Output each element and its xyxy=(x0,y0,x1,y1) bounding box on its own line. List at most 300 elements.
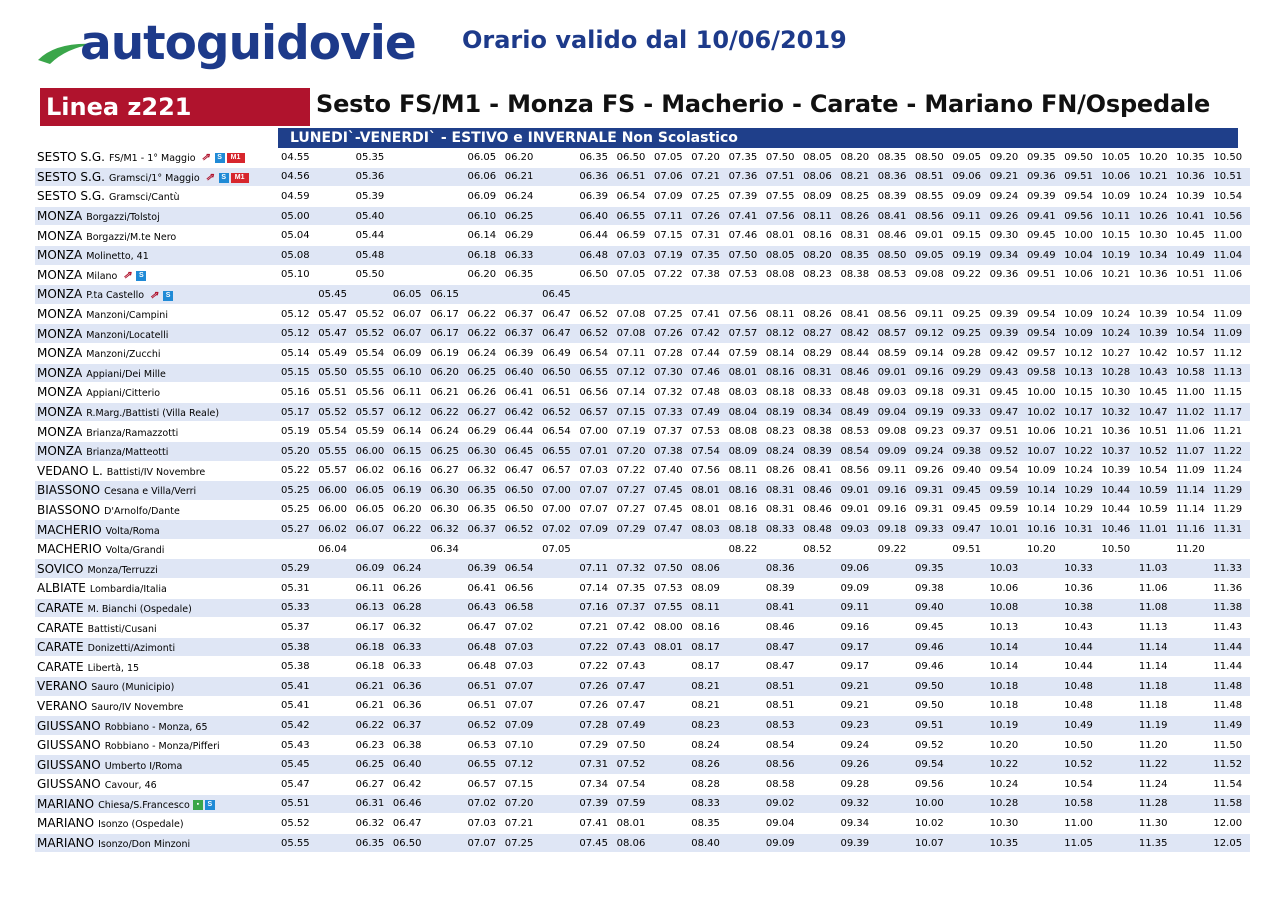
departure-time: 08.03 xyxy=(690,520,727,540)
departure-time: 09.03 xyxy=(839,520,876,540)
departure-time: 11.00 xyxy=(1063,814,1100,834)
departure-time: 10.38 xyxy=(1063,598,1100,618)
departure-time: 09.54 xyxy=(1026,324,1063,344)
departure-time: 08.18 xyxy=(728,520,765,540)
departure-time: 06.24 xyxy=(466,343,503,363)
departure-time: 11.30 xyxy=(1138,814,1175,834)
departure-time: 09.39 xyxy=(989,324,1026,344)
departure-time xyxy=(1101,618,1138,638)
departure-time: 09.31 xyxy=(914,481,951,501)
connection-icons xyxy=(147,290,175,302)
departure-time: 05.17 xyxy=(280,402,317,422)
departure-time: 11.06 xyxy=(1212,265,1249,285)
departure-time xyxy=(429,755,466,775)
departure-time: 06.27 xyxy=(466,402,503,422)
departure-time: 07.05 xyxy=(653,148,690,167)
departure-time: 05.51 xyxy=(317,383,354,403)
departure-time: 06.50 xyxy=(504,500,541,520)
departure-time xyxy=(1101,559,1138,579)
departure-time xyxy=(541,265,578,285)
departure-time: 05.52 xyxy=(280,814,317,834)
departure-time: 05.50 xyxy=(317,363,354,383)
departure-time xyxy=(578,285,615,305)
departure-time xyxy=(802,755,839,775)
departure-time xyxy=(541,716,578,736)
departure-time xyxy=(1101,794,1138,814)
stop-cell xyxy=(35,304,280,324)
departure-time: 08.38 xyxy=(802,422,839,442)
departure-time: 06.00 xyxy=(317,500,354,520)
departure-time xyxy=(653,814,690,834)
departure-time xyxy=(728,559,765,579)
departure-time: 08.28 xyxy=(690,775,727,795)
departure-time: 11.06 xyxy=(1175,422,1212,442)
timetable-row xyxy=(35,735,1250,755)
departure-time: 10.21 xyxy=(1063,422,1100,442)
departure-time xyxy=(653,833,690,853)
departure-time: 10.35 xyxy=(1175,148,1212,167)
timetable-row xyxy=(35,324,1250,344)
departure-time: 10.54 xyxy=(1138,461,1175,481)
departure-time: 07.29 xyxy=(578,735,615,755)
departure-time: 09.04 xyxy=(877,402,914,422)
departure-time: 11.19 xyxy=(1138,716,1175,736)
departure-time: 08.14 xyxy=(765,343,802,363)
departure-time: 06.29 xyxy=(466,422,503,442)
departure-time: 10.39 xyxy=(1138,304,1175,324)
departure-time xyxy=(429,794,466,814)
departure-time xyxy=(877,285,914,305)
stop-town: MONZA xyxy=(37,424,83,439)
departure-time: 05.36 xyxy=(355,167,392,187)
departure-time: 11.18 xyxy=(1138,677,1175,697)
stop-cell xyxy=(35,206,280,226)
departure-time: 08.36 xyxy=(877,167,914,187)
departure-time: 06.43 xyxy=(466,598,503,618)
departure-time: 08.33 xyxy=(802,383,839,403)
departure-time: 09.08 xyxy=(877,422,914,442)
departure-time: 06.56 xyxy=(504,579,541,599)
departure-time: 10.18 xyxy=(989,677,1026,697)
departure-time: 08.03 xyxy=(728,383,765,403)
departure-time: 09.19 xyxy=(914,402,951,422)
departure-time xyxy=(1175,677,1212,697)
departure-time: 08.01 xyxy=(728,363,765,383)
departure-time: 10.49 xyxy=(1063,716,1100,736)
departure-time: 10.50 xyxy=(1212,148,1249,167)
departure-time: 06.24 xyxy=(504,187,541,207)
departure-time xyxy=(429,167,466,187)
departure-time xyxy=(429,245,466,265)
departure-time xyxy=(504,285,541,305)
departure-time: 11.18 xyxy=(1138,696,1175,716)
stop-street: Robbiano - Monza/Pifferi xyxy=(104,741,220,753)
departure-time: 06.55 xyxy=(541,441,578,461)
connection-icons xyxy=(203,172,251,184)
departure-time: 06.37 xyxy=(466,520,503,540)
stop-cell xyxy=(35,324,280,344)
departure-time: 05.45 xyxy=(317,285,354,305)
timetable-row xyxy=(35,833,1250,853)
departure-time: 09.42 xyxy=(989,343,1026,363)
departure-time: 06.54 xyxy=(578,343,615,363)
stop-street: Appiani/Dei Mille xyxy=(86,368,166,380)
departure-time xyxy=(877,618,914,638)
departure-time: 07.07 xyxy=(504,677,541,697)
departure-time: 06.52 xyxy=(466,716,503,736)
stop-town: MONZA xyxy=(37,346,83,361)
departure-time: 07.01 xyxy=(578,441,615,461)
departure-time: 09.54 xyxy=(989,461,1026,481)
train-icon: ⇗ xyxy=(201,152,210,164)
departure-time xyxy=(392,539,429,559)
departure-time: 05.41 xyxy=(280,696,317,716)
departure-time: 11.14 xyxy=(1138,657,1175,677)
departure-time: 09.57 xyxy=(1026,343,1063,363)
departure-time: 08.57 xyxy=(877,324,914,344)
timetable-row xyxy=(35,637,1250,657)
departure-time xyxy=(392,226,429,246)
departure-time: 06.32 xyxy=(466,461,503,481)
departure-time: 09.08 xyxy=(914,265,951,285)
departure-time: 07.19 xyxy=(616,422,653,442)
stop-town: MARIANO xyxy=(37,796,95,811)
departure-time: 11.22 xyxy=(1138,755,1175,775)
stop-street: M. Bianchi (Ospedale) xyxy=(87,603,192,615)
departure-time: 06.52 xyxy=(504,520,541,540)
departure-time: 10.48 xyxy=(1063,677,1100,697)
stop-cell xyxy=(35,637,280,657)
departure-time: 08.09 xyxy=(728,441,765,461)
departure-time: 08.46 xyxy=(765,618,802,638)
departure-time: 07.19 xyxy=(653,245,690,265)
stop-town: MONZA xyxy=(37,326,83,341)
stop-cell xyxy=(35,618,280,638)
departure-time: 08.01 xyxy=(616,814,653,834)
departure-time: 08.05 xyxy=(802,148,839,167)
departure-time xyxy=(728,735,765,755)
departure-time: 09.43 xyxy=(989,363,1026,383)
departure-time: 06.22 xyxy=(466,304,503,324)
departure-time: 07.31 xyxy=(690,226,727,246)
departure-time: 10.06 xyxy=(1101,167,1138,187)
departure-time xyxy=(392,265,429,285)
departure-time: 06.17 xyxy=(429,324,466,344)
departure-time xyxy=(541,657,578,677)
departure-time xyxy=(653,285,690,305)
stop-cell xyxy=(35,579,280,599)
departure-time: 07.03 xyxy=(578,461,615,481)
departure-time: 06.09 xyxy=(392,343,429,363)
departure-time: 06.15 xyxy=(429,285,466,305)
departure-time: 07.03 xyxy=(504,637,541,657)
departure-time xyxy=(728,637,765,657)
departure-time xyxy=(951,598,988,618)
departure-time: 07.52 xyxy=(616,755,653,775)
departure-time: 07.56 xyxy=(690,461,727,481)
stop-cell xyxy=(35,461,280,481)
departure-time: 10.33 xyxy=(1063,559,1100,579)
departure-time xyxy=(392,245,429,265)
departure-time: 08.46 xyxy=(877,226,914,246)
departure-time: 10.29 xyxy=(1063,500,1100,520)
timetable-row xyxy=(35,285,1250,305)
departure-time xyxy=(429,735,466,755)
departure-time: 06.57 xyxy=(541,461,578,481)
departure-time: 09.52 xyxy=(989,441,1026,461)
timetable-row xyxy=(35,716,1250,736)
service-days-bar: LUNEDI`-VENERDI` - ESTIVO e INVERNALE Non Scolastico xyxy=(278,128,1238,148)
departure-time: 07.39 xyxy=(578,794,615,814)
departure-time: 08.34 xyxy=(802,402,839,422)
stop-town: MONZA xyxy=(37,267,83,282)
connection-icons xyxy=(120,270,148,282)
departure-time: 06.00 xyxy=(317,481,354,501)
departure-time: 06.32 xyxy=(355,814,392,834)
departure-time xyxy=(616,285,653,305)
timetable-row xyxy=(35,755,1250,775)
departure-time: 09.36 xyxy=(989,265,1026,285)
departure-time xyxy=(802,716,839,736)
departure-time: 07.03 xyxy=(616,245,653,265)
departure-time: 05.50 xyxy=(355,265,392,285)
departure-time: 06.18 xyxy=(355,637,392,657)
departure-time xyxy=(914,539,951,559)
departure-time: 06.44 xyxy=(504,422,541,442)
departure-time: 06.04 xyxy=(317,539,354,559)
departure-time: 06.50 xyxy=(392,833,429,853)
departure-time: 05.33 xyxy=(280,598,317,618)
timetable-row xyxy=(35,794,1250,814)
departure-time: 06.33 xyxy=(504,245,541,265)
departure-time: 10.59 xyxy=(1138,481,1175,501)
stop-cell xyxy=(35,520,280,540)
departure-time: 10.06 xyxy=(1026,422,1063,442)
timetable-row xyxy=(35,422,1250,442)
departure-time: 08.22 xyxy=(728,539,765,559)
stop-town: CARATE xyxy=(37,640,84,655)
departure-time: 06.40 xyxy=(392,755,429,775)
departure-time: 11.01 xyxy=(1138,520,1175,540)
departure-time: 09.04 xyxy=(765,814,802,834)
departure-time: 09.01 xyxy=(839,500,876,520)
departure-time: 10.08 xyxy=(989,598,1026,618)
departure-time: 10.36 xyxy=(1175,167,1212,187)
departure-time xyxy=(1138,539,1175,559)
departure-time xyxy=(1026,833,1063,853)
departure-time: 07.44 xyxy=(690,343,727,363)
departure-time: 07.39 xyxy=(728,187,765,207)
departure-time: 10.11 xyxy=(1101,206,1138,226)
departure-time xyxy=(914,285,951,305)
stop-cell xyxy=(35,422,280,442)
departure-time: 09.51 xyxy=(1026,265,1063,285)
departure-time: 10.39 xyxy=(1138,324,1175,344)
departure-time xyxy=(541,696,578,716)
departure-time: 07.41 xyxy=(578,814,615,834)
departure-time: 06.31 xyxy=(355,794,392,814)
departure-time xyxy=(1026,657,1063,677)
departure-time: 07.56 xyxy=(728,304,765,324)
departure-time: 09.03 xyxy=(877,383,914,403)
stop-cell xyxy=(35,383,280,403)
stop-town: MONZA xyxy=(37,209,83,224)
departure-time: 10.27 xyxy=(1101,343,1138,363)
departure-time: 06.05 xyxy=(392,285,429,305)
departure-time: 10.44 xyxy=(1101,481,1138,501)
departure-time xyxy=(653,716,690,736)
departure-time: 08.56 xyxy=(877,304,914,324)
departure-time: 07.54 xyxy=(690,441,727,461)
departure-time: 05.08 xyxy=(280,245,317,265)
departure-time: 05.55 xyxy=(280,833,317,853)
departure-time: 10.36 xyxy=(1138,265,1175,285)
departure-time xyxy=(1026,814,1063,834)
departure-time: 07.09 xyxy=(578,520,615,540)
departure-time: 06.54 xyxy=(541,422,578,442)
departure-time: 08.35 xyxy=(877,148,914,167)
departure-time: 09.50 xyxy=(1063,148,1100,167)
departure-time: 10.20 xyxy=(989,735,1026,755)
departure-time xyxy=(690,539,727,559)
departure-time: 07.48 xyxy=(690,383,727,403)
departure-time xyxy=(1212,285,1249,305)
departure-time xyxy=(1175,755,1212,775)
stop-town: MONZA xyxy=(37,444,83,459)
departure-time: 08.16 xyxy=(802,226,839,246)
departure-time: 07.27 xyxy=(616,481,653,501)
departure-time: 10.59 xyxy=(1138,500,1175,520)
departure-time xyxy=(355,539,392,559)
departure-time: 05.52 xyxy=(355,324,392,344)
departure-time xyxy=(802,285,839,305)
departure-time: 06.57 xyxy=(578,402,615,422)
departure-time: 09.38 xyxy=(951,441,988,461)
departure-time: 08.53 xyxy=(877,265,914,285)
stop-street: Manzoni/Locatelli xyxy=(86,329,169,341)
timetable-row xyxy=(35,383,1250,403)
departure-time xyxy=(951,657,988,677)
stop-town: GIUSSANO xyxy=(37,738,101,753)
departure-time: 09.47 xyxy=(951,520,988,540)
departure-time: 08.31 xyxy=(839,226,876,246)
departure-time: 10.20 xyxy=(1026,539,1063,559)
departure-time: 06.21 xyxy=(355,696,392,716)
departure-time xyxy=(765,539,802,559)
departure-time: 08.06 xyxy=(616,833,653,853)
stop-town: MONZA xyxy=(37,307,83,322)
departure-time: 06.47 xyxy=(504,461,541,481)
departure-time: 06.55 xyxy=(578,363,615,383)
departure-time: 08.42 xyxy=(839,324,876,344)
departure-time: 07.46 xyxy=(690,363,727,383)
departure-time xyxy=(317,696,354,716)
departure-time xyxy=(317,775,354,795)
departure-time: 06.17 xyxy=(355,618,392,638)
stop-town: GIUSSANO xyxy=(37,757,101,772)
departure-time xyxy=(317,265,354,285)
stop-cell xyxy=(35,696,280,716)
departure-time: 06.07 xyxy=(392,324,429,344)
departure-time: 10.24 xyxy=(1138,187,1175,207)
departure-time: 07.59 xyxy=(728,343,765,363)
departure-time: 07.15 xyxy=(504,775,541,795)
departure-time: 12.00 xyxy=(1212,814,1249,834)
departure-time: 10.35 xyxy=(989,833,1026,853)
departure-time: 08.31 xyxy=(765,500,802,520)
departure-time: 09.23 xyxy=(839,716,876,736)
departure-time: 10.45 xyxy=(1138,383,1175,403)
departure-time xyxy=(429,637,466,657)
departure-time: 10.52 xyxy=(1063,755,1100,775)
stop-cell xyxy=(35,735,280,755)
timetable-row xyxy=(35,265,1250,285)
departure-time xyxy=(728,775,765,795)
departure-time xyxy=(802,814,839,834)
stop-street: Gramsci/1° Maggio xyxy=(108,172,200,184)
logo-text: autoguidovie xyxy=(80,16,416,71)
departure-time: 04.59 xyxy=(280,187,317,207)
departure-time: 11.12 xyxy=(1212,343,1249,363)
departure-time: 07.11 xyxy=(653,206,690,226)
departure-time: 05.56 xyxy=(355,383,392,403)
departure-time: 10.26 xyxy=(1138,206,1175,226)
stop-street: Lombardia/Italia xyxy=(89,584,167,596)
departure-time: 09.51 xyxy=(914,716,951,736)
departure-time: 05.59 xyxy=(355,422,392,442)
departure-time: 05.35 xyxy=(355,148,392,167)
departure-time: 09.24 xyxy=(989,187,1026,207)
departure-time: 06.40 xyxy=(578,206,615,226)
departure-time: 09.45 xyxy=(1026,226,1063,246)
departure-time: 08.20 xyxy=(802,245,839,265)
departure-time: 06.46 xyxy=(392,794,429,814)
bus-icon: ▪ xyxy=(193,800,203,810)
departure-time: 06.02 xyxy=(317,520,354,540)
departure-time: 08.53 xyxy=(765,716,802,736)
departure-time: 04.56 xyxy=(280,167,317,187)
departure-time xyxy=(802,696,839,716)
departure-time: 05.42 xyxy=(280,716,317,736)
departure-time: 06.51 xyxy=(616,167,653,187)
departure-time: 05.25 xyxy=(280,500,317,520)
departure-time: 06.22 xyxy=(355,716,392,736)
departure-time: 08.36 xyxy=(765,559,802,579)
stop-street: Manzoni/Zucchi xyxy=(86,349,161,361)
departure-time: 10.46 xyxy=(1101,520,1138,540)
departure-time xyxy=(839,539,876,559)
departure-time: 06.48 xyxy=(578,245,615,265)
departure-time: 06.38 xyxy=(392,735,429,755)
timetable-row xyxy=(35,402,1250,422)
stop-cell xyxy=(35,716,280,736)
departure-time xyxy=(802,833,839,853)
departure-time: 10.54 xyxy=(1212,187,1249,207)
departure-time: 11.13 xyxy=(1138,618,1175,638)
departure-time: 05.52 xyxy=(355,304,392,324)
departure-time xyxy=(429,716,466,736)
departure-time: 08.56 xyxy=(839,461,876,481)
timetable-row xyxy=(35,245,1250,265)
timetable-row xyxy=(35,559,1250,579)
departure-time: 08.56 xyxy=(914,206,951,226)
departure-time: 05.40 xyxy=(355,206,392,226)
departure-time xyxy=(1101,677,1138,697)
departure-time: 07.07 xyxy=(504,696,541,716)
departure-time: 10.13 xyxy=(1063,363,1100,383)
departure-time: 10.51 xyxy=(1212,167,1249,187)
stop-street: Chiesa/S.Francesco xyxy=(98,799,190,811)
